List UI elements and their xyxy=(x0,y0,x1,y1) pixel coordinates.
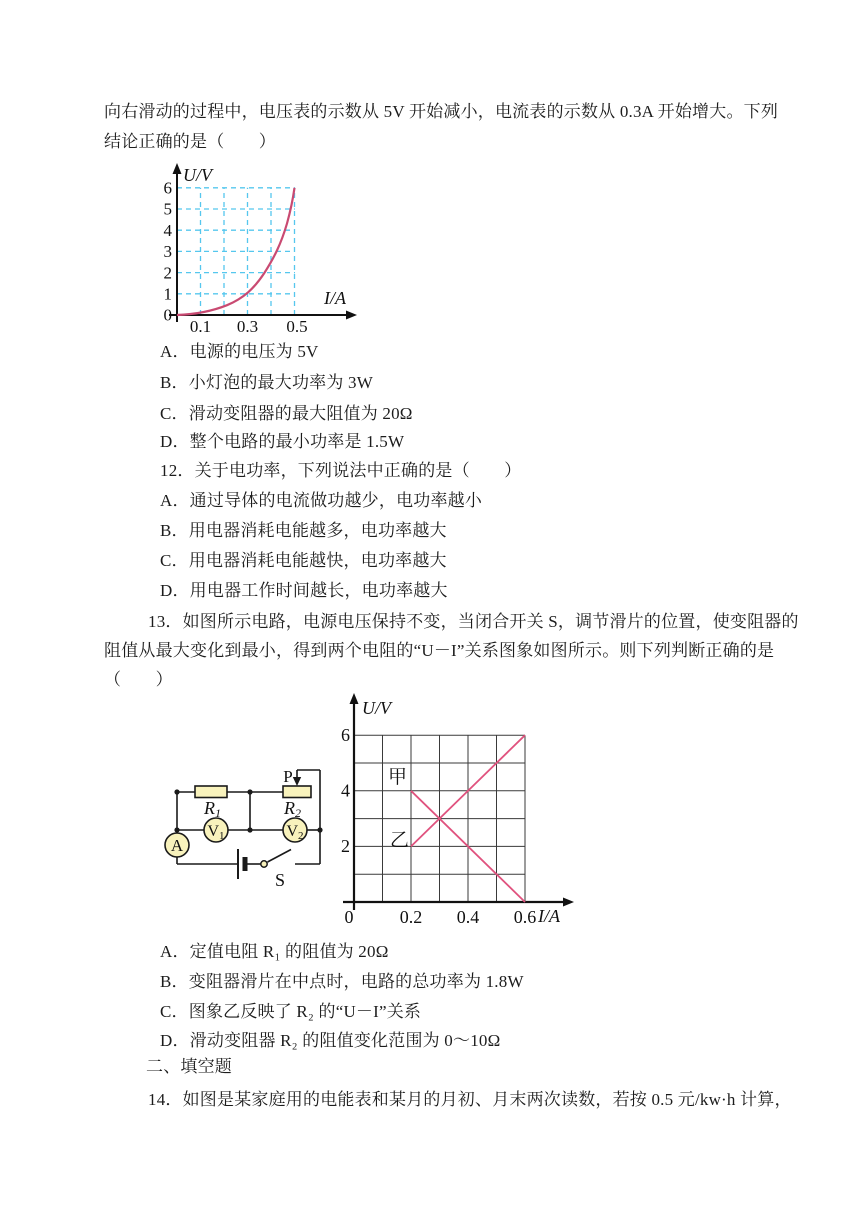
chart2-ytick-6: 6 xyxy=(341,725,350,745)
voltmeter-v1-label: V1 xyxy=(207,823,225,842)
switch-s-label: S xyxy=(274,870,286,890)
chart2-x-axis-label: I/A xyxy=(538,906,560,926)
chart1-ytick-3: 3 xyxy=(163,242,172,261)
slider-arrow xyxy=(293,777,301,786)
q13-stem-line-1: 13．如图所示电路，电源电压保持不变，当闭合开关 S，调节滑片的位置，使变阻器的 xyxy=(148,612,799,631)
q12-option-c: C．用电器消耗电能越快，电功率越大 xyxy=(160,551,447,570)
series-jia-label: 甲 xyxy=(388,767,408,788)
q13-stem-line-3: （ ） xyxy=(104,670,173,689)
chart2-xtick-02: 0.2 xyxy=(399,907,423,927)
q13-stem-line-2: 阻值从最大变化到最小，得到两个电阻的“U－I”关系图象如图所示。则下列判断正确的是 xyxy=(104,641,775,660)
q11-option-a: A．电源的电压为 5V xyxy=(160,342,319,361)
q13-option-d: D．滑动变阻器 R₂ 的阻值变化范围为 0～10Ω xyxy=(160,1031,501,1050)
chart2-ytick-4: 4 xyxy=(341,780,350,801)
chart1-xtick-01: 0.1 xyxy=(189,317,212,336)
q14-stem: 14．如图是某家庭用的电能表和某月的月初、月末两次读数，若按 0.5 元/kw·h 计算， xyxy=(148,1090,792,1109)
rheostat-r2-label: R2 xyxy=(284,798,301,820)
battery xyxy=(238,849,245,879)
chart2-y-arrow xyxy=(350,693,359,704)
q11-option-d: D．整个电路的最小功率是 1.5W xyxy=(160,432,405,451)
q11-stem-line-2: 结论正确的是（ ） xyxy=(104,132,276,151)
slider-p-label: P xyxy=(283,767,293,786)
chart1-ytick-2: 2 xyxy=(163,263,172,283)
chart1-ytick-1: 1 xyxy=(163,284,172,304)
chart1-ytick-0: 0 xyxy=(163,305,172,325)
chart2-labels xyxy=(341,698,561,927)
chart1-y-arrow xyxy=(173,163,182,174)
q13-option-b: B．变阻器滑片在中点时，电路的总功率为 1.8W xyxy=(160,972,524,991)
chart1-labels xyxy=(164,165,347,336)
chart1-ytick-5: 5 xyxy=(163,199,172,219)
chart1-axes xyxy=(169,172,348,322)
q13-option-c: C．图象乙反映了 R₂ 的“U－I”关系 xyxy=(160,1002,422,1021)
q11-option-b: B．小灯泡的最大功率为 3W xyxy=(160,373,373,392)
chart2-xtick-0: 0 xyxy=(344,907,354,927)
chart1-ytick-6: 6 xyxy=(163,178,172,198)
chart2-xtick-04: 0.4 xyxy=(456,907,480,927)
chart1-xtick-05: 0.5 xyxy=(286,317,308,336)
switch-pivot xyxy=(261,861,267,867)
resistor-r1 xyxy=(195,786,227,798)
chart1-x-arrow xyxy=(346,311,357,320)
series-yi-label: 乙 xyxy=(390,830,410,851)
chart1-ytick-4: 4 xyxy=(163,221,172,240)
chart2-ytick-2: 2 xyxy=(341,836,350,856)
section-2-title: 二、填空题 xyxy=(146,1057,232,1076)
q11-stem-line-1: 向右滑动的过程中，电压表的示数从 5V 开始减小，电流表的示数从 0.3A 开始增大。下列 xyxy=(104,102,779,121)
q12-option-d: D．用电器工作时间越长，电功率越大 xyxy=(160,581,448,600)
chart1-xtick-03: 0.3 xyxy=(236,317,259,336)
chart2-y-axis-label: U/V xyxy=(362,698,391,718)
chart2-x-arrow xyxy=(563,898,574,907)
voltmeter-v2-label: V2 xyxy=(286,823,304,842)
chart1-x-axis-label: I/A xyxy=(324,288,346,308)
q12-option-b: B．用电器消耗电能越多，电功率越大 xyxy=(160,521,447,540)
q11-option-c: C．滑动变阻器的最大阻值为 20Ω xyxy=(160,404,413,423)
resistor-r1-label: R1 xyxy=(204,798,221,820)
circuit-diagram xyxy=(150,753,350,901)
chart2-xtick-06: 0.6 xyxy=(513,907,537,927)
ammeter-label: A xyxy=(170,836,184,855)
q12-option-a: A．通过导体的电流做功越少，电功率越小 xyxy=(160,491,483,510)
chart1-y-axis-label: U/V xyxy=(183,165,212,185)
q13-option-a: A．定值电阻 R₁ 的阻值为 20Ω xyxy=(160,942,389,961)
two-resistor-ui-chart xyxy=(335,690,583,936)
bulb-ui-curve-chart xyxy=(150,160,365,338)
chart2-axes xyxy=(343,702,565,910)
q12-stem: 12．关于电功率，下列说法中正确的是（ ） xyxy=(160,461,522,480)
rheostat-r2 xyxy=(283,786,311,798)
